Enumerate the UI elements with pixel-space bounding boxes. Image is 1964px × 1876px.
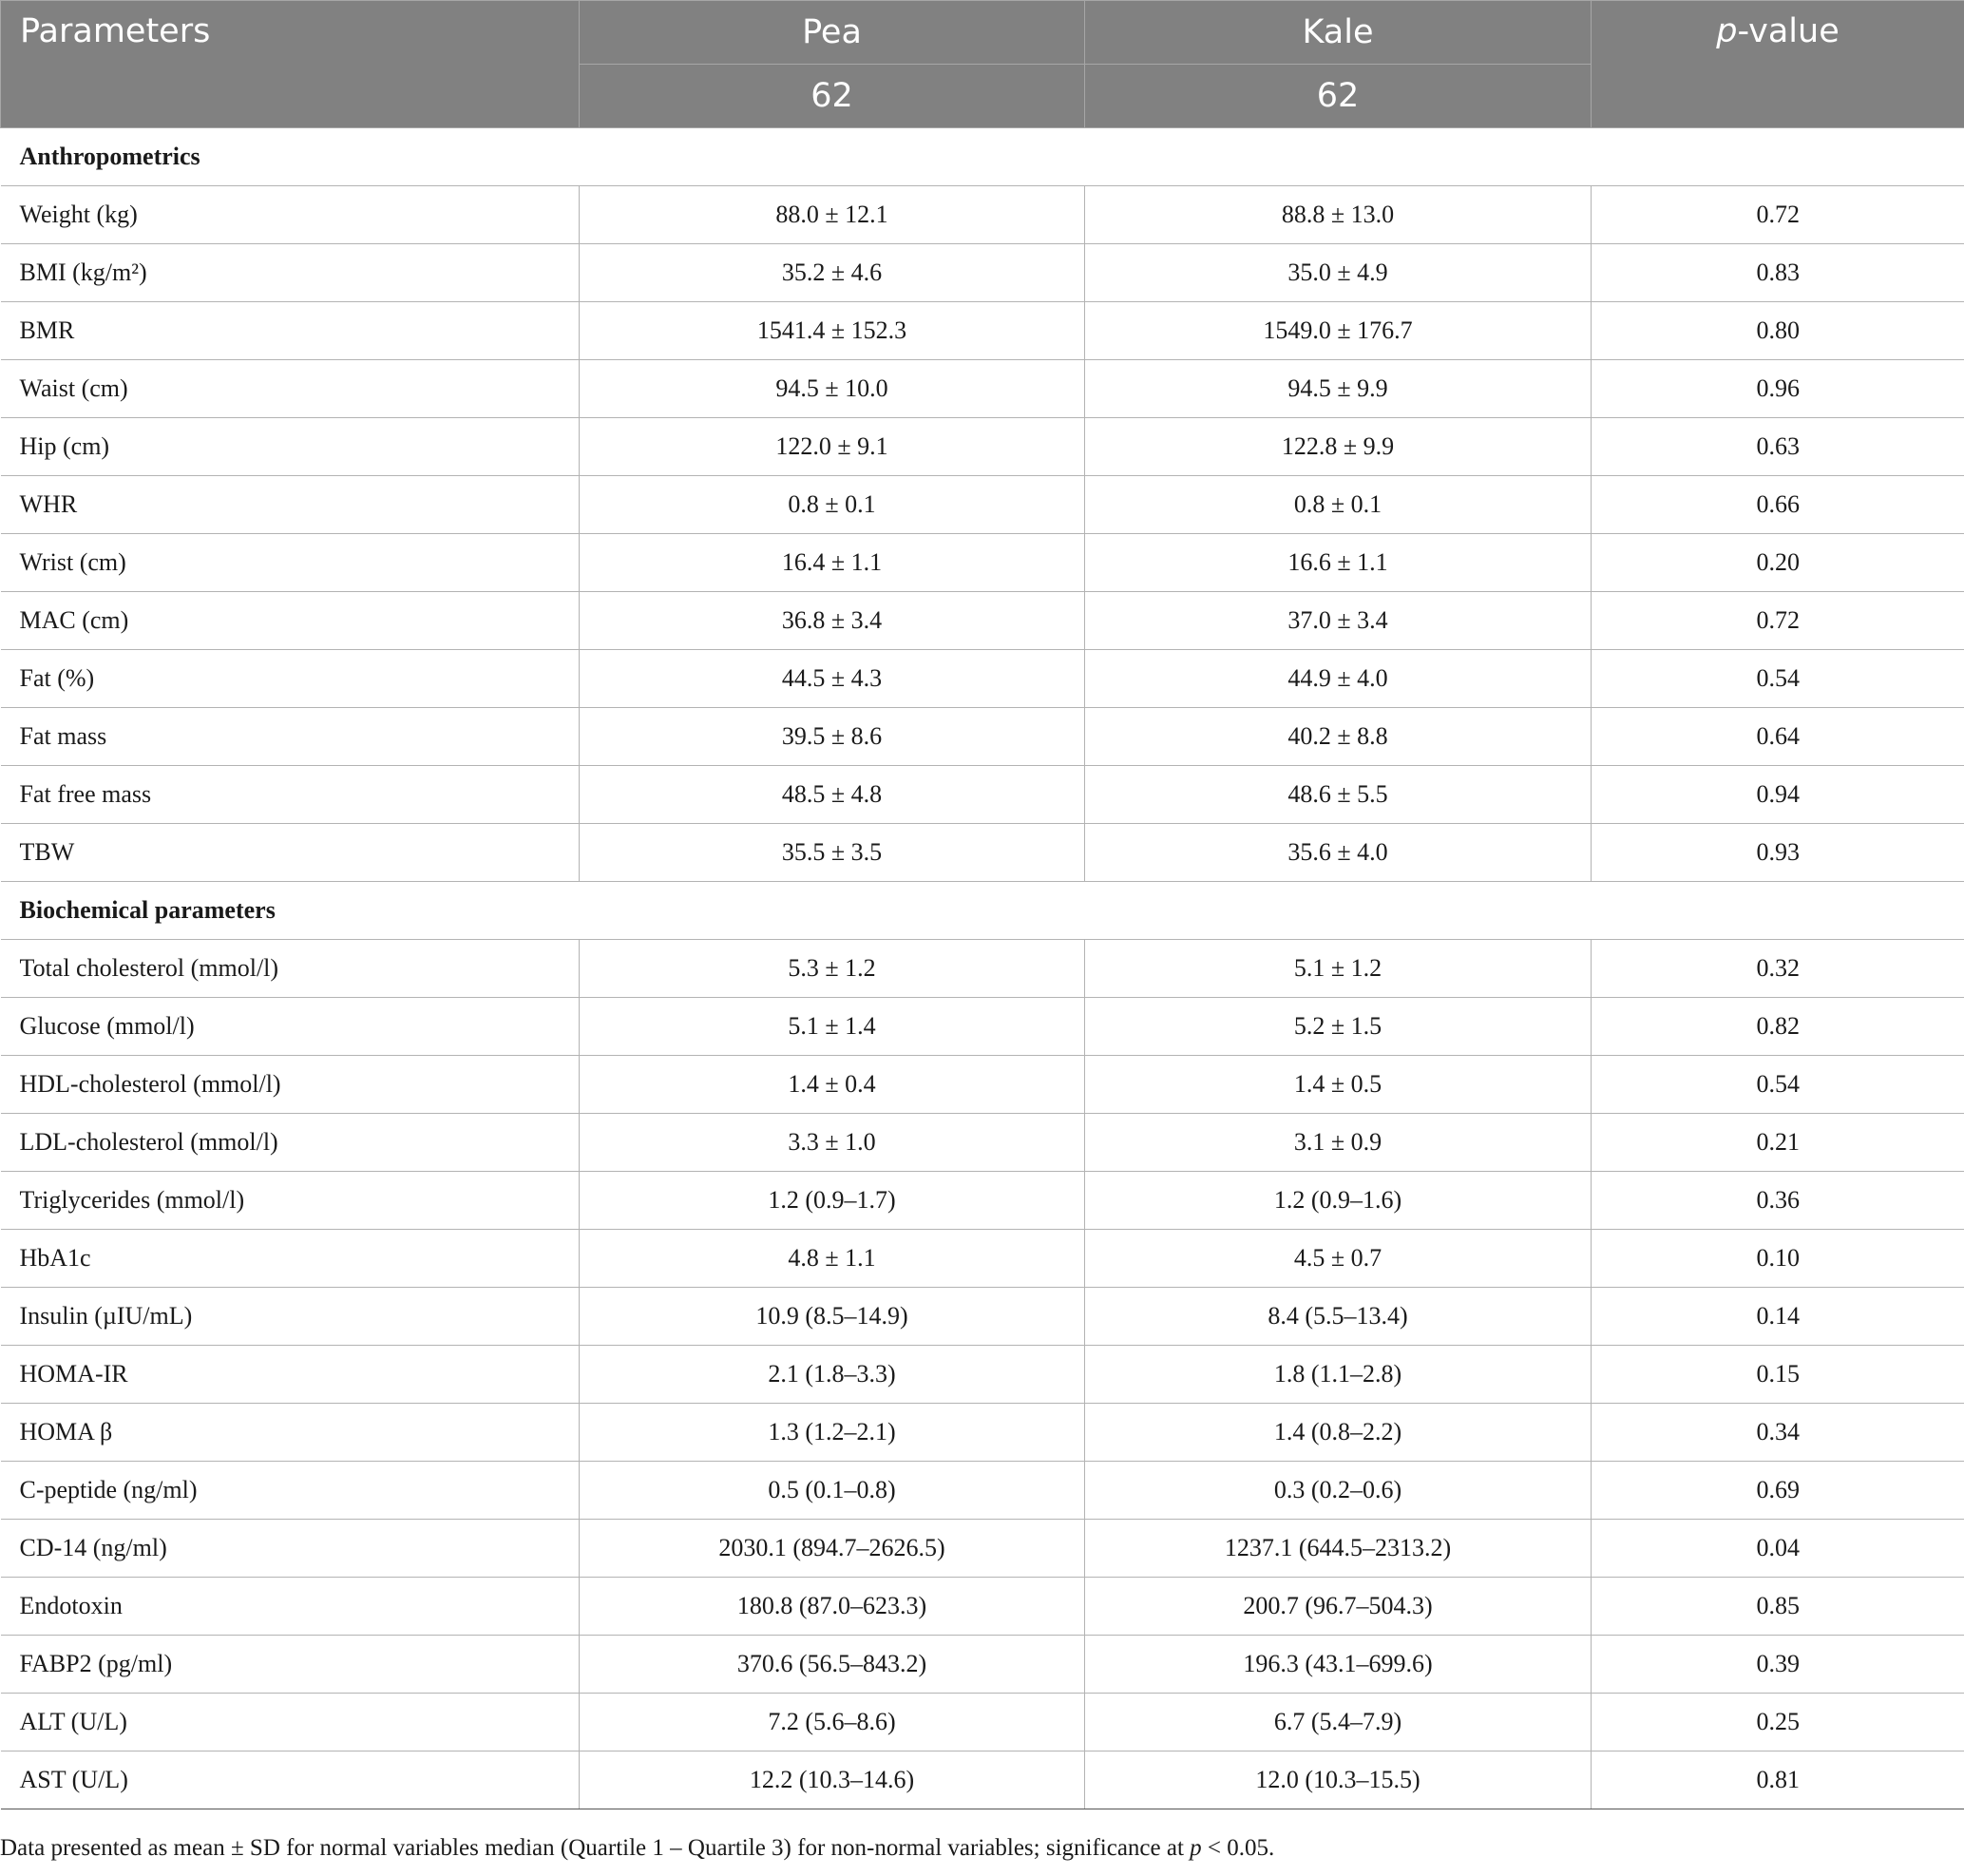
table-row — [1, 1694, 1964, 1752]
section-header-row — [1, 882, 1964, 940]
parameter-cell: Fat (%) — [1, 650, 580, 708]
pea-value-cell: 3.3 ± 1.0 — [580, 1114, 1085, 1172]
kale-value-cell: 0.3 (0.2–0.6) — [1085, 1462, 1592, 1520]
section-title: Anthropometrics — [1, 128, 580, 186]
kale-value-cell: 48.6 ± 5.5 — [1085, 766, 1592, 824]
p-value-cell: 0.81 — [1592, 1752, 1964, 1809]
pea-value-cell: 5.3 ± 1.2 — [580, 940, 1085, 998]
table-row — [1, 302, 1964, 360]
kale-value-cell: 1.2 (0.9–1.6) — [1085, 1172, 1592, 1230]
parameter-cell: Hip (cm) — [1, 418, 580, 476]
p-value-cell: 0.82 — [1592, 998, 1964, 1056]
kale-value-cell: 3.1 ± 0.9 — [1085, 1114, 1592, 1172]
p-value-cell: 0.15 — [1592, 1346, 1964, 1404]
parameter-cell: Fat free mass — [1, 766, 580, 824]
kale-value-cell: 6.7 (5.4–7.9) — [1085, 1694, 1592, 1752]
header-group-kale: Kale — [1085, 1, 1592, 65]
parameter-cell: MAC (cm) — [1, 592, 580, 650]
p-value-cell: 0.72 — [1592, 186, 1964, 244]
table-row — [1, 824, 1964, 882]
kale-value-cell: 1237.1 (644.5–2313.2) — [1085, 1520, 1592, 1578]
kale-value-cell: 40.2 ± 8.8 — [1085, 708, 1592, 766]
kale-value-cell: 37.0 ± 3.4 — [1085, 592, 1592, 650]
parameter-cell: Fat mass — [1, 708, 580, 766]
parameter-cell: Wrist (cm) — [1, 534, 580, 592]
kale-value-cell: 88.8 ± 13.0 — [1085, 186, 1592, 244]
kale-value-cell: 16.6 ± 1.1 — [1085, 534, 1592, 592]
section-spacer — [580, 882, 1085, 940]
p-value-cell: 0.39 — [1592, 1636, 1964, 1694]
parameter-cell: ALT (U/L) — [1, 1694, 580, 1752]
table-row — [1, 940, 1964, 998]
section-spacer — [1085, 128, 1592, 186]
header-p-italic: p — [1716, 12, 1738, 50]
header-parameters: Parameters — [1, 1, 580, 128]
table-row — [1, 1288, 1964, 1346]
section-spacer — [1592, 882, 1964, 940]
p-value-cell: 0.96 — [1592, 360, 1964, 418]
table-row — [1, 592, 1964, 650]
table-row — [1, 998, 1964, 1056]
parameter-cell: CD-14 (ng/ml) — [1, 1520, 580, 1578]
p-value-cell: 0.21 — [1592, 1114, 1964, 1172]
kale-value-cell: 1.8 (1.1–2.8) — [1085, 1346, 1592, 1404]
pea-value-cell: 0.5 (0.1–0.8) — [580, 1462, 1085, 1520]
p-value-cell: 0.80 — [1592, 302, 1964, 360]
p-value-cell: 0.64 — [1592, 708, 1964, 766]
parameter-cell: LDL-cholesterol (mmol/l) — [1, 1114, 580, 1172]
pea-value-cell: 0.8 ± 0.1 — [580, 476, 1085, 534]
section-spacer — [1592, 128, 1964, 186]
section-spacer — [1085, 882, 1592, 940]
kale-value-cell: 35.6 ± 4.0 — [1085, 824, 1592, 882]
parameter-cell: Weight (kg) — [1, 186, 580, 244]
table-row — [1, 1056, 1964, 1114]
pea-value-cell: 5.1 ± 1.4 — [580, 998, 1085, 1056]
kale-value-cell: 8.4 (5.5–13.4) — [1085, 1288, 1592, 1346]
pea-value-cell: 2030.1 (894.7–2626.5) — [580, 1520, 1085, 1578]
parameter-cell: BMR — [1, 302, 580, 360]
p-value-cell: 0.66 — [1592, 476, 1964, 534]
section-title: Biochemical parameters — [1, 882, 580, 940]
pea-value-cell: 10.9 (8.5–14.9) — [580, 1288, 1085, 1346]
pea-value-cell: 48.5 ± 4.8 — [580, 766, 1085, 824]
parameter-cell: Insulin (µIU/mL) — [1, 1288, 580, 1346]
pea-value-cell: 1541.4 ± 152.3 — [580, 302, 1085, 360]
kale-value-cell: 1.4 ± 0.5 — [1085, 1056, 1592, 1114]
table-row — [1, 766, 1964, 824]
pea-value-cell: 7.2 (5.6–8.6) — [580, 1694, 1085, 1752]
pea-value-cell: 36.8 ± 3.4 — [580, 592, 1085, 650]
p-value-cell: 0.69 — [1592, 1462, 1964, 1520]
parameter-cell: WHR — [1, 476, 580, 534]
p-value-cell: 0.54 — [1592, 1056, 1964, 1114]
table-header — [1, 1, 1964, 128]
table-row — [1, 1404, 1964, 1462]
parameter-cell: C-peptide (ng/ml) — [1, 1462, 580, 1520]
footnote-end: < 0.05. — [1201, 1835, 1275, 1861]
table-row — [1, 650, 1964, 708]
parameter-cell: Waist (cm) — [1, 360, 580, 418]
parameter-cell: Endotoxin — [1, 1578, 580, 1636]
table-row — [1, 418, 1964, 476]
header-n-pea: 62 — [580, 65, 1085, 128]
table-row — [1, 244, 1964, 302]
p-value-cell: 0.25 — [1592, 1694, 1964, 1752]
table-row — [1, 1230, 1964, 1288]
pea-value-cell: 88.0 ± 12.1 — [580, 186, 1085, 244]
footnote-p: p — [1190, 1835, 1202, 1861]
header-p-suffix: -value — [1737, 12, 1840, 50]
parameter-cell: HDL-cholesterol (mmol/l) — [1, 1056, 580, 1114]
p-value-cell: 0.34 — [1592, 1404, 1964, 1462]
table-row — [1, 1578, 1964, 1636]
kale-value-cell: 196.3 (43.1–699.6) — [1085, 1636, 1592, 1694]
parameter-cell: HOMA-IR — [1, 1346, 580, 1404]
parameter-cell: HbA1c — [1, 1230, 580, 1288]
header-p-value — [1592, 1, 1964, 128]
parameter-cell: HOMA β — [1, 1404, 580, 1462]
kale-value-cell: 4.5 ± 0.7 — [1085, 1230, 1592, 1288]
parameter-cell: FABP2 (pg/ml) — [1, 1636, 580, 1694]
pea-value-cell: 44.5 ± 4.3 — [580, 650, 1085, 708]
pea-value-cell: 2.1 (1.8–3.3) — [580, 1346, 1085, 1404]
table-row — [1, 1752, 1964, 1809]
p-value-cell: 0.54 — [1592, 650, 1964, 708]
table-row — [1, 1114, 1964, 1172]
p-value-cell: 0.32 — [1592, 940, 1964, 998]
pea-value-cell: 370.6 (56.5–843.2) — [580, 1636, 1085, 1694]
kale-value-cell: 122.8 ± 9.9 — [1085, 418, 1592, 476]
pea-value-cell: 1.2 (0.9–1.7) — [580, 1172, 1085, 1230]
p-value-cell: 0.72 — [1592, 592, 1964, 650]
p-value-cell: 0.94 — [1592, 766, 1964, 824]
section-header-row — [1, 128, 1964, 186]
p-value-cell: 0.04 — [1592, 1520, 1964, 1578]
section-spacer — [580, 128, 1085, 186]
p-value-cell: 0.14 — [1592, 1288, 1964, 1346]
table-row — [1, 1636, 1964, 1694]
table-row — [1, 708, 1964, 766]
kale-value-cell: 44.9 ± 4.0 — [1085, 650, 1592, 708]
parameter-cell: TBW — [1, 824, 580, 882]
table-row — [1, 1462, 1964, 1520]
table-row — [1, 360, 1964, 418]
p-value-cell: 0.20 — [1592, 534, 1964, 592]
kale-value-cell: 35.0 ± 4.9 — [1085, 244, 1592, 302]
parameter-cell: BMI (kg/m²) — [1, 244, 580, 302]
kale-value-cell: 5.2 ± 1.5 — [1085, 998, 1592, 1056]
pea-value-cell: 35.2 ± 4.6 — [580, 244, 1085, 302]
pea-value-cell: 180.8 (87.0–623.3) — [580, 1578, 1085, 1636]
pea-value-cell: 4.8 ± 1.1 — [580, 1230, 1085, 1288]
pea-value-cell: 12.2 (10.3–14.6) — [580, 1752, 1085, 1809]
parameter-cell: Glucose (mmol/l) — [1, 998, 580, 1056]
pea-value-cell: 35.5 ± 3.5 — [580, 824, 1085, 882]
kale-value-cell: 200.7 (96.7–504.3) — [1085, 1578, 1592, 1636]
parameter-cell: Total cholesterol (mmol/l) — [1, 940, 580, 998]
parameter-cell: AST (U/L) — [1, 1752, 580, 1809]
p-value-cell: 0.63 — [1592, 418, 1964, 476]
table-row — [1, 1172, 1964, 1230]
kale-value-cell: 1549.0 ± 176.7 — [1085, 302, 1592, 360]
header-group-pea: Pea — [580, 1, 1085, 65]
table-body — [1, 128, 1964, 1809]
table-row — [1, 186, 1964, 244]
table-row — [1, 1520, 1964, 1578]
footnote-main: Data presented as mean ± SD for normal variables median (Quartile 1 – Quartile 3) for non-normal variables; significance at — [0, 1835, 1191, 1861]
header-row — [1, 1, 1964, 65]
pea-value-cell: 94.5 ± 10.0 — [580, 360, 1085, 418]
kale-value-cell: 1.4 (0.8–2.2) — [1085, 1404, 1592, 1462]
p-value-cell: 0.83 — [1592, 244, 1964, 302]
pea-value-cell: 1.4 ± 0.4 — [580, 1056, 1085, 1114]
pea-value-cell: 39.5 ± 8.6 — [580, 708, 1085, 766]
pea-value-cell: 122.0 ± 9.1 — [580, 418, 1085, 476]
kale-value-cell: 0.8 ± 0.1 — [1085, 476, 1592, 534]
table-row — [1, 476, 1964, 534]
pea-value-cell: 1.3 (1.2–2.1) — [580, 1404, 1085, 1462]
p-value-cell: 0.85 — [1592, 1578, 1964, 1636]
header-n-kale: 62 — [1085, 65, 1592, 128]
table-row — [1, 1346, 1964, 1404]
kale-value-cell: 5.1 ± 1.2 — [1085, 940, 1592, 998]
p-value-cell: 0.93 — [1592, 824, 1964, 882]
table-row — [1, 534, 1964, 592]
kale-value-cell: 94.5 ± 9.9 — [1085, 360, 1592, 418]
parameter-cell: Triglycerides (mmol/l) — [1, 1172, 580, 1230]
p-value-cell: 0.36 — [1592, 1172, 1964, 1230]
table-footnote — [0, 1835, 1964, 1862]
p-value-cell: 0.10 — [1592, 1230, 1964, 1288]
pea-value-cell: 16.4 ± 1.1 — [580, 534, 1085, 592]
kale-value-cell: 12.0 (10.3–15.5) — [1085, 1752, 1592, 1809]
